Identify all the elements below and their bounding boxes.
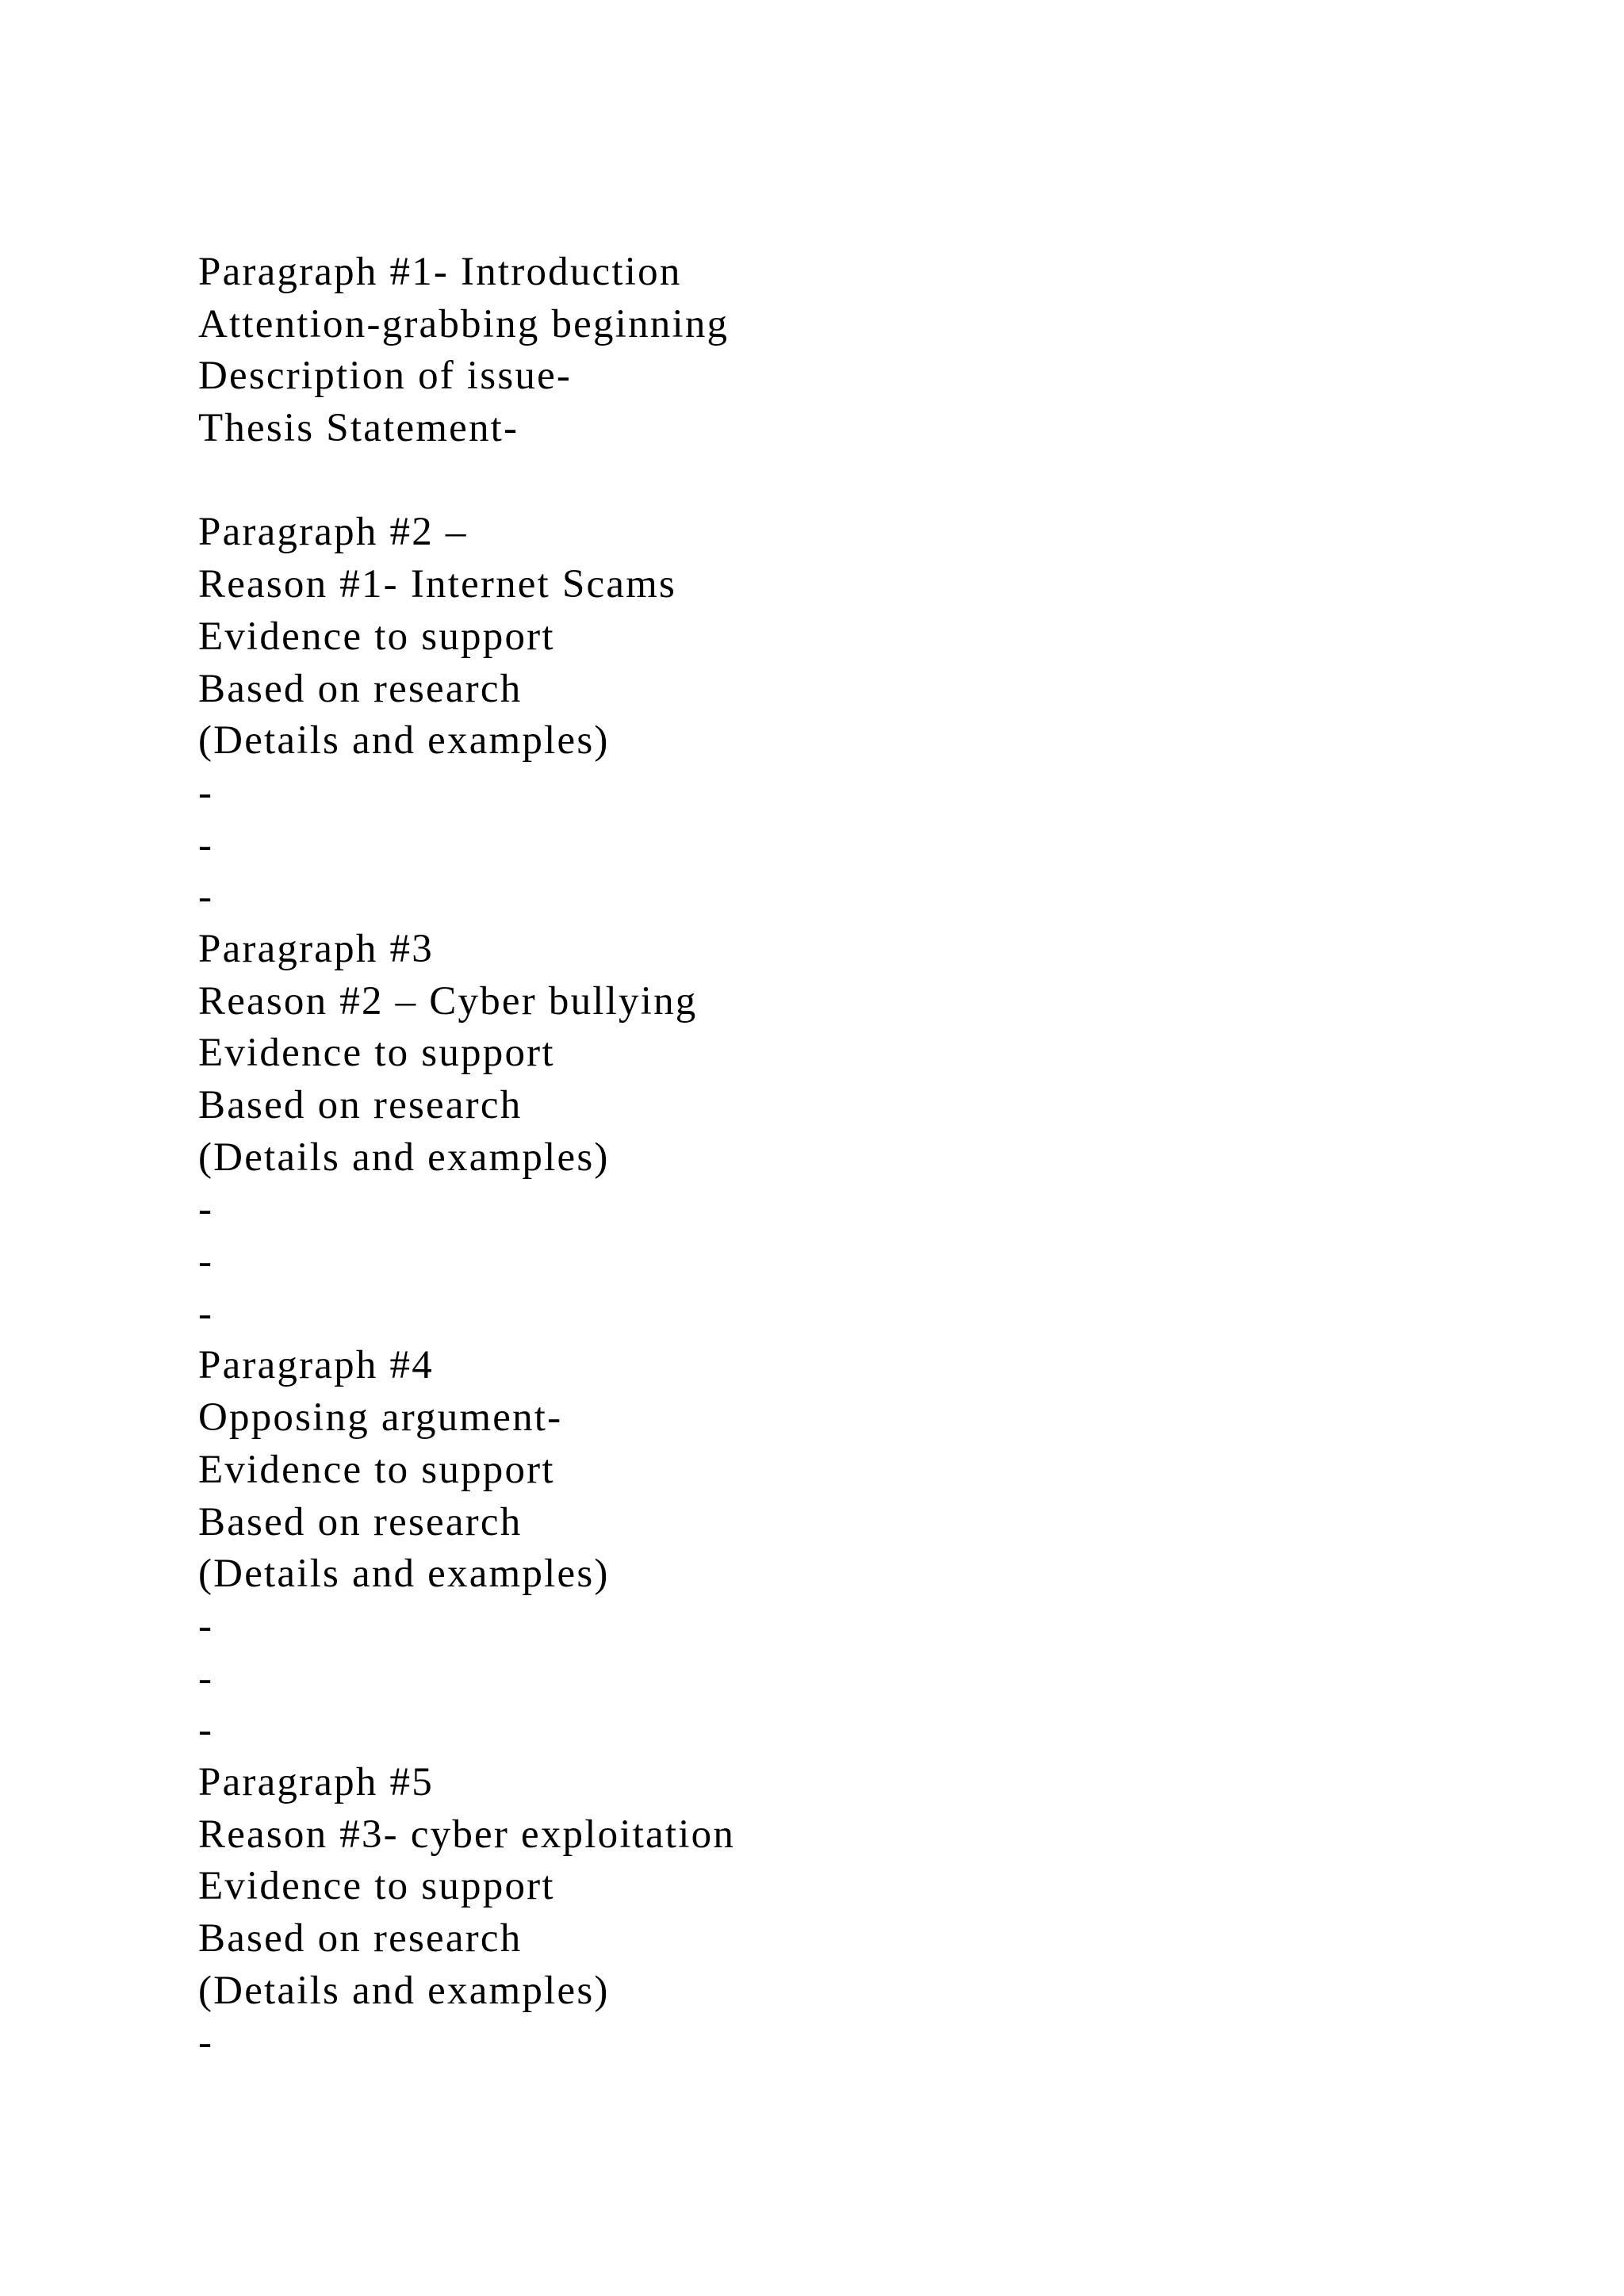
text-line: Evidence to support <box>198 1864 555 1909</box>
text-line: Paragraph #3 <box>198 926 434 971</box>
dash-line: - <box>198 874 214 920</box>
text-line: Reason #1- Internet Scams <box>198 562 677 607</box>
text-line: Paragraph #1- Introduction <box>198 250 682 294</box>
text-line: Attention-grabbing beginning <box>198 301 730 346</box>
document-body <box>198 247 1546 2069</box>
text-line: Description of issue- <box>198 354 573 399</box>
dash-line: - <box>198 1187 214 1232</box>
dash-line: - <box>198 1708 214 1753</box>
text-line: Evidence to support <box>198 1447 555 1492</box>
text-line: Paragraph #5 <box>198 1759 434 1804</box>
dash-line: - <box>198 822 214 867</box>
dash-line: - <box>198 1291 214 1336</box>
dash-line: - <box>198 770 214 815</box>
text-line: Based on research <box>198 1499 523 1544</box>
dash-line: - <box>198 1239 214 1284</box>
text-line: Paragraph #2 – <box>198 510 468 555</box>
dash-line: - <box>198 1655 214 1701</box>
dash-line: - <box>198 1603 214 1648</box>
text-line: Based on research <box>198 1083 523 1127</box>
text-line: Reason #2 – Cyber bullying <box>198 978 698 1024</box>
text-line: Based on research <box>198 1916 523 1961</box>
text-line: (Details and examples) <box>198 1135 610 1180</box>
text-line: (Details and examples) <box>198 718 610 763</box>
text-line: Opposing argument- <box>198 1395 563 1441</box>
text-line: Evidence to support <box>198 614 555 659</box>
text-line: Reason #3- cyber exploitation <box>198 1812 736 1857</box>
dash-line: - <box>198 2020 214 2065</box>
text-line: Based on research <box>198 666 523 711</box>
blank-line <box>198 455 1546 507</box>
text-line: (Details and examples) <box>198 1968 610 2013</box>
text-line: Evidence to support <box>198 1031 555 1076</box>
text-line: (Details and examples) <box>198 1552 610 1597</box>
text-line: Thesis Statement- <box>198 406 519 451</box>
text-line: Paragraph #4 <box>198 1343 434 1388</box>
